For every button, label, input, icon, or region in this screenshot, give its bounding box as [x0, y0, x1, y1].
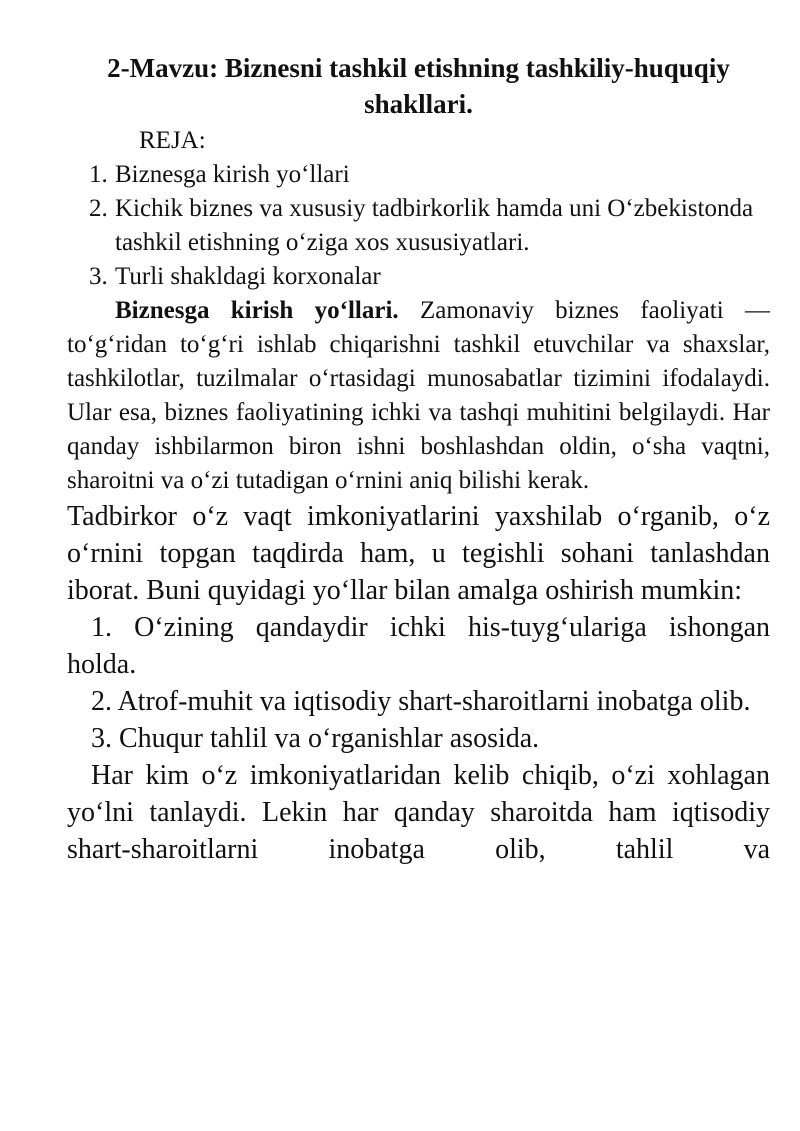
- way-item-3: 3. Chuqur tahlil va o‘rganishlar asosida.: [91, 723, 540, 754]
- plan-item: [67, 158, 770, 192]
- plan-item: [67, 260, 770, 294]
- plan-item: [67, 192, 770, 260]
- plan-item-text: Biznesga kirish yo‘llari: [115, 161, 350, 188]
- section1-text: Zamonaviy biznes faoliyati — to‘g‘ridan to‘g‘ri ishlab chiqarishni tashkil etuvchilar va shaxslar, tashkilotlar, tuzilmalar o‘rtasidagi munosabatlar tizimini ifodalaydi. Ular esa, biznes faoliyatining ichki va tashqi muhitini belgilaydi. Har qanday ishbilarmon biron ishni boshlashdan oldin, o‘sha vaqtni, sharoitni va o‘zi tutadigan o‘rnini aniq bilishi kerak.: [67, 297, 770, 494]
- plan-list: [67, 158, 770, 294]
- paragraph-2: Tadbirkor o‘z vaqt imkoniyatlarini yaxshilab o‘rganib, o‘z o‘rnini topgan taqdirda ham, u tegishli sohani tanlashdan iborat. Buni quyidagi yo‘llar bilan amalga oshirish mumkin:: [67, 501, 770, 606]
- title-line-1: 2-Mavzu: Biznesni tashkil etishning tashkiliy-huquqiy: [107, 53, 730, 83]
- plan-item-number: 2.: [89, 195, 108, 222]
- plan-item-number: 3.: [89, 263, 108, 290]
- plan-item-text: Kichik biznes va xususiy tadbirkorlik hamda uni O‘zbekistonda tashkil etishning o‘ziga xos xususiyatlari.: [115, 195, 754, 256]
- plan-item-number: 1.: [89, 161, 108, 188]
- way-item-1: 1. O‘zining qandaydir ichki his-tuyg‘ulariga ishongan holda.: [67, 612, 770, 680]
- plan-item-text: Turli shakldagi korxonalar: [115, 263, 381, 290]
- document-title: [67, 50, 770, 122]
- section1-lead: Biznesga kirish yo‘llari.: [115, 297, 399, 324]
- plan-heading: REJA:: [139, 127, 206, 154]
- paragraph-3: Har kim o‘z imkoniyatlaridan kelib chiqib, o‘zi xohlagan yo‘lni tanlaydi. Lekin har qanday sharoitda ham iqtisodiy shart-sharoitlarni inobatga olib, tahlil va: [67, 760, 770, 865]
- document-page: [67, 50, 770, 868]
- title-line-2: shakllari.: [364, 89, 473, 119]
- section1-paragraph: [67, 294, 770, 498]
- way-item-2: 2. Atrof-muhit va iqtisodiy shart-sharoitlarni inobatga olib.: [91, 686, 751, 717]
